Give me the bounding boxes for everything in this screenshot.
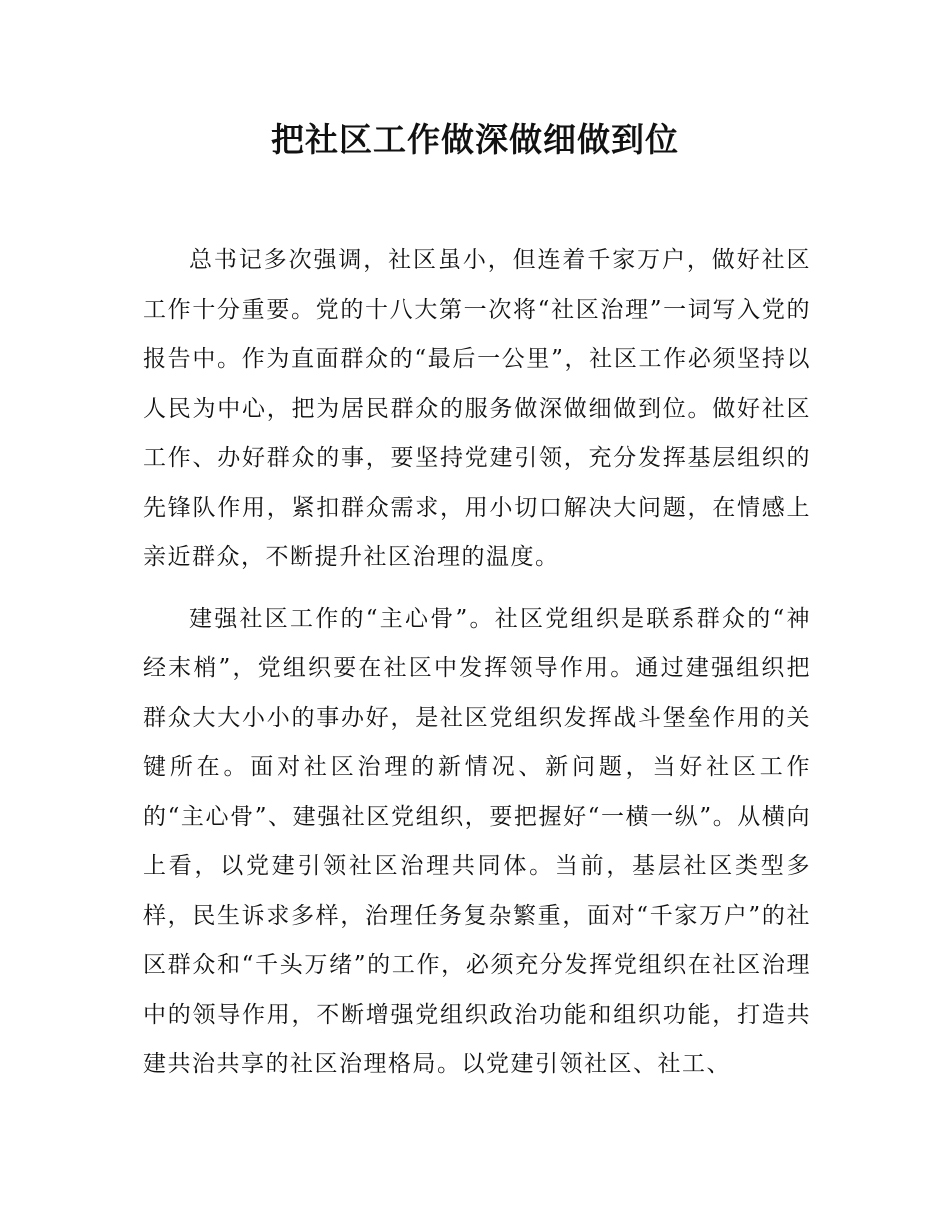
paragraph-intro: 总书记多次强调，社区虽小，但连着千家万户，做好社区工作十分重要。党的十八大第一次将“社区治理”一词写入党的报告中。作为直面群众的“最后一公里”，社区工作必须坚持以人民为中心，把为居民群众的服务做深做细做到位。做好社区工作、办好群众的事，要坚持党建引领，充分发挥基层组织的先锋队作用，紧扣群众需求，用小切口解决大问题，在情感上亲近群众，不断提升社区治理的温度。 xyxy=(143,247,811,570)
document-body xyxy=(143,236,811,1102)
document-title: 把社区工作做深做细做到位 xyxy=(271,120,679,159)
paragraph-party-organization: 建强社区工作的“主心骨”。社区党组织是联系群众的“神经末梢”，党组织要在社区中发挥领导作用。通过建强组织把群众大大小小的事办好，是社区党组织发挥战斗堡垒作用的关键所在。面对社区治理的新情况、新问题，当好社区工作的“主心骨”、建强社区党组织，要把握好“一横一纵”。从横向上看，以党建引领社区治理共同体。当前，基层社区类型多样，民生诉求多样，治理任务复杂繁重，面对“千家万户”的社区群众和“千头万绪”的工作，必须充分发挥党组织在社区治理中的领导作用，不断增强党组织政治功能和组织功能，打造共建共治共享的社区治理格局。以党建引领社区、社工、 xyxy=(143,605,811,1077)
